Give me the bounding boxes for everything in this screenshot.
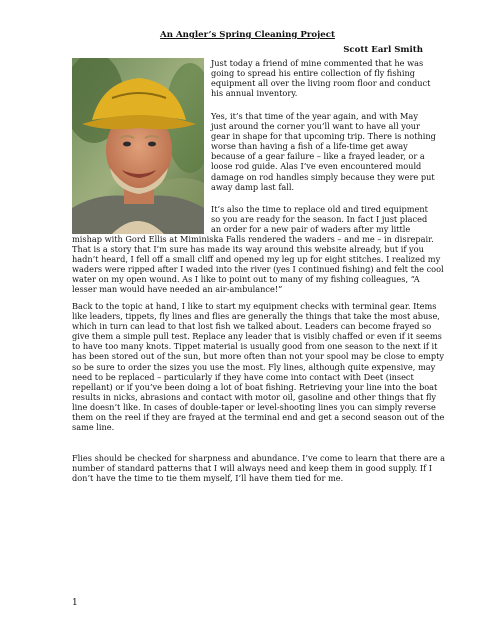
- paragraph-line: lesser man would have needed an air-ambulance!”: [72, 284, 283, 295]
- paragraph-line: Back to the topic at hand, I like to start my equipment checks with terminal gear. Items: [72, 301, 437, 311]
- paragraph-line: has been stored out of the sun, but more often than not your spool may be close to empty: [72, 351, 445, 362]
- paragraph-line: because of a gear failure – like a frayed leader, or a: [211, 151, 425, 162]
- paragraph-line: equipment all over the living room floor and conduct: [211, 78, 431, 89]
- paragraph-line: an order for a new pair of waders after my little: [211, 224, 411, 235]
- paragraph-3-body: [72, 234, 444, 295]
- paragraph-line: like leaders, tippets, fly lines and flies are generally the things that take the most abuse,: [72, 311, 440, 322]
- paragraph-line: mishap with Gord Ellis at Miminiska Falls rendered the waders – and me – in disrepair.: [72, 234, 434, 244]
- paragraph-line: waders were ripped after I waded into the river (yes I continued fishing) and felt the cool: [72, 264, 444, 275]
- paragraph-line: results in nicks, abrasions and contact with motor oil, gasoline and other things that fly: [72, 391, 437, 402]
- paragraph-line: water on my open wound. As I like to point out to many of my fishing colleagues, “A: [72, 274, 420, 285]
- paragraph-line: worse than having a fish of a life-time get away: [211, 141, 408, 152]
- paragraph-line: going to spread his entire collection of fly fishing: [211, 68, 415, 79]
- paragraph-line: to have too many knots. Tippet material is usually good from one season to the next if it: [72, 341, 438, 352]
- paragraph-3-lead: [211, 204, 433, 234]
- paragraph-4: [72, 301, 445, 433]
- author-photo: [72, 58, 204, 234]
- paragraph-line: hadn’t heard, I fell off a small cliff and opened my leg up for eight stitches. I realized my: [72, 254, 441, 265]
- paragraph-line: same line.: [72, 422, 115, 433]
- paragraph-2: [211, 111, 436, 192]
- paragraph-line: so you are ready for the season. In fact I just placed: [211, 214, 428, 225]
- document-title: An Angler’s Spring Cleaning Project: [160, 30, 335, 40]
- paragraph-line: number of standard patterns that I will always need and keep them in good supply. If I: [72, 463, 432, 474]
- paragraph-line: just around the corner you’ll want to have all your: [211, 121, 420, 132]
- portrait-photo-icon: [72, 58, 204, 234]
- paragraph-line: need to be replaced – particularly if they have come into contact with Deet (insect: [72, 371, 414, 382]
- paragraph-1: [211, 58, 433, 98]
- paragraph-line: Yes, it’s that time of the year again, and with May: [211, 111, 418, 121]
- paragraph-5: [72, 453, 445, 484]
- paragraph-line: loose rod guide. Alas I’ve even encountered mould: [211, 161, 422, 172]
- document-author: Scott Earl Smith: [343, 45, 423, 55]
- paragraph-line: them on the reel if they are frayed at the terminal end and get a second season out of the: [72, 412, 445, 423]
- paragraph-line: away damp last fall.: [211, 181, 295, 192]
- paragraph-line: Flies should be checked for sharpness and abundance. I’ve come to learn that there are a: [72, 453, 445, 463]
- paragraph-line: don’t have the time to tie them myself, I’ll have them tied for me.: [72, 473, 344, 484]
- paragraph-line: repellant) or if you’ve been doing a lot of boat fishing. Retrieving your line into the boat: [72, 381, 438, 392]
- paragraph-line: gear in shape for that upcoming trip. There is nothing: [211, 131, 436, 142]
- paragraph-line: so be sure to order the sizes you use the most. Fly lines, although quite expensive, may: [72, 361, 436, 372]
- paragraph-line: Just today a friend of mine commented that he was: [211, 58, 424, 68]
- paragraph-line: damage on rod handles simply because they were put: [211, 171, 435, 182]
- paragraph-line: his annual inventory.: [211, 88, 298, 99]
- page-number: 1: [72, 598, 78, 608]
- paragraph-line: That is a story that I’m sure has made its way around this website already, but if you: [72, 244, 424, 255]
- paragraph-line: give them a simple pull test. Replace any leader that is visibly chaffed or even if it seems: [72, 331, 442, 342]
- paragraph-line: line doesn’t like. In cases of double-taper or level-shooting lines you can simply reverse: [72, 401, 436, 412]
- paragraph-line: which in turn can lead to that lost fish we talked about. Leaders can become frayed so: [72, 321, 432, 332]
- paragraph-line: It’s also the time to replace old and tired equipment: [211, 204, 428, 214]
